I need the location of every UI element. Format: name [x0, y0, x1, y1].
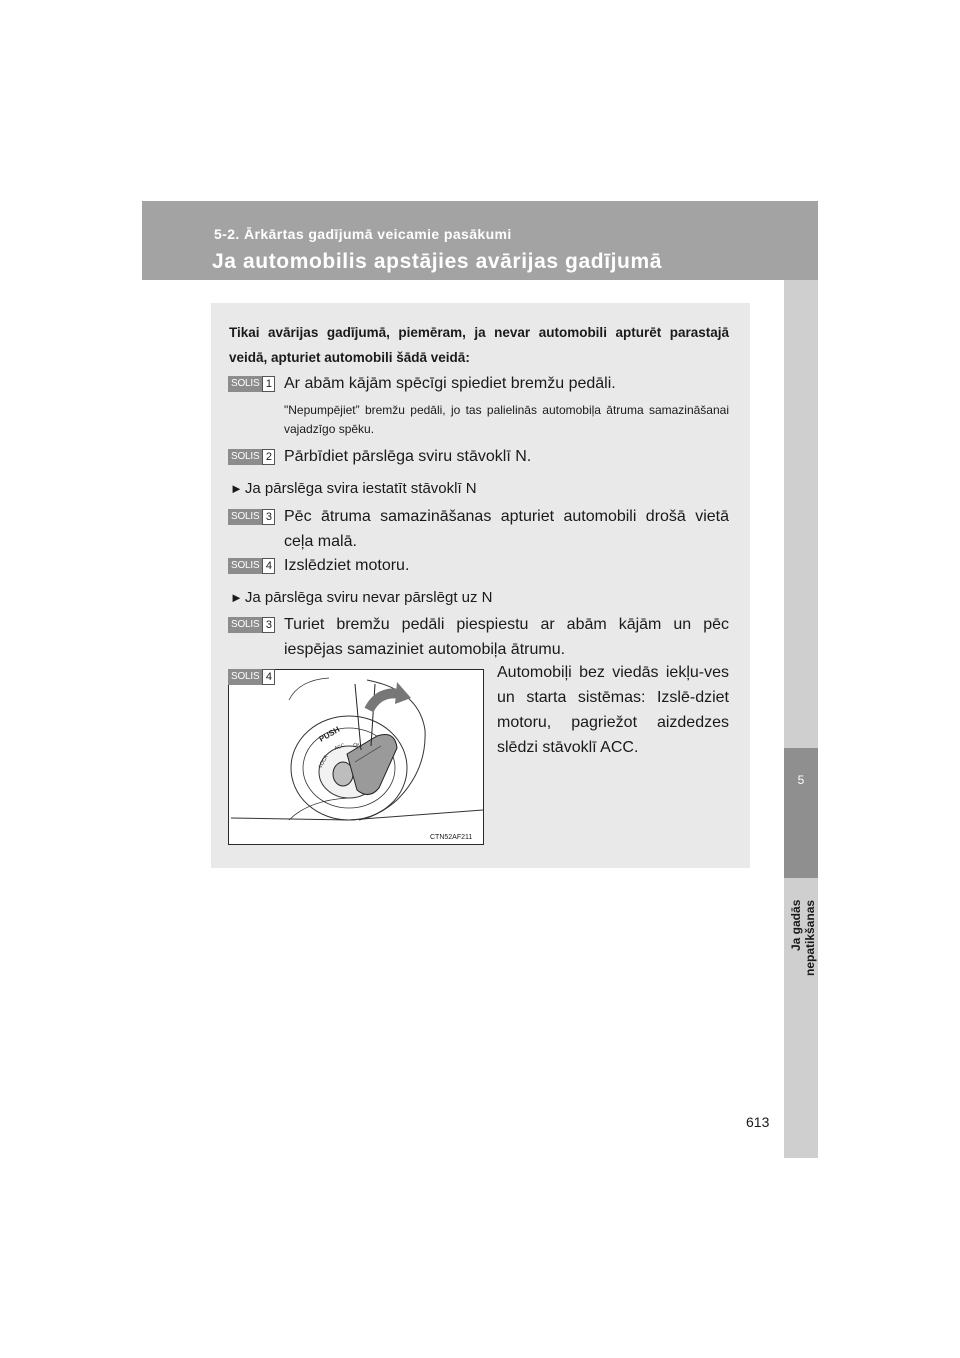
step-4b-text: Automobiļi bez viedās iekļu-ves un starta sistēmas: Izslē-dziet motoru, pagriežot aizdedzes slēdzi stāvoklī ACC.	[497, 664, 729, 756]
step-badge-label: SOLIS	[228, 376, 262, 392]
step-badge-4a	[228, 558, 275, 574]
step-4a-text: Izslēdziet motoru.	[284, 557, 410, 574]
ignition-illustration	[228, 669, 484, 845]
step-badge-1	[228, 376, 275, 392]
illustration-code: CTN52AF211	[430, 834, 473, 841]
acc-label: ACC	[333, 742, 346, 752]
step-badge-number: 4	[262, 558, 275, 574]
step-badge-3a	[228, 509, 275, 525]
step-badge-label: SOLIS	[228, 617, 262, 633]
intro-text: Tikai avārijas gadījumā, piemēram, ja nevar automobili apturēt parastajā veidā, apturiet automobili šādā veidā:	[229, 325, 729, 365]
step-badge-number: 2	[262, 449, 275, 465]
section-heading: 5-2. Ārkārtas gadījumā veicamie pasākumi	[214, 226, 512, 242]
page-number: 613	[746, 1114, 770, 1130]
ignition-switch-icon	[229, 670, 484, 845]
step-badge-2	[228, 449, 275, 465]
condition-b	[230, 587, 493, 609]
condition-a-text: Ja pārslēga svira iestatīt stāvoklī N	[244, 480, 477, 497]
step-badge-number: 4	[262, 669, 275, 685]
on-label: ON	[352, 742, 362, 750]
chapter-number: 5	[797, 773, 805, 787]
step-badge-3b	[228, 617, 275, 633]
step-2-text: Pārbīdiet pārslēga sviru stāvoklī N.	[284, 448, 532, 465]
step-badge-label: SOLIS	[228, 558, 262, 574]
push-label: PUSH	[317, 724, 342, 744]
chapter-label: Ja gadās nepatikšanas	[789, 900, 817, 977]
triangle-bullet-icon: ►	[230, 590, 243, 605]
step-badge-label: SOLIS	[228, 509, 262, 525]
triangle-bullet-icon: ►	[230, 481, 243, 496]
side-tab-upper	[784, 280, 818, 748]
step-1-text: Ar abām kājām spēcīgi spiediet bremžu pedāli.	[284, 375, 616, 392]
step-badge-label: SOLIS	[228, 449, 262, 465]
step-3a-text: Pēc ātruma samazināšanas apturiet automobili drošā vietā ceļa malā.	[284, 508, 729, 550]
condition-a	[230, 478, 477, 500]
step-badge-number: 1	[262, 376, 275, 392]
step-3b-text: Turiet bremžu pedāli piespiestu ar abām kājām un pēc iespējas samaziniet automobiļa ātrumu.	[284, 616, 729, 658]
side-tab-active-chapter[interactable]	[784, 748, 818, 878]
condition-b-text: Ja pārslēga sviru nevar pārslēgt uz N	[244, 589, 493, 606]
step-badge-label: SOLIS	[228, 669, 262, 685]
step-badge-4b	[228, 669, 275, 685]
step-badge-number: 3	[262, 617, 275, 633]
lock-label: LOCK	[317, 754, 330, 769]
step-badge-number: 3	[262, 509, 275, 525]
page-title: Ja automobilis apstājies avārijas gadījumā	[212, 250, 663, 273]
step-1-note: "Nepumpējiet” bremžu pedāli, jo tas palielinās automobiļa ātruma samazināšanai vajadzīgo spēku.	[284, 403, 729, 436]
